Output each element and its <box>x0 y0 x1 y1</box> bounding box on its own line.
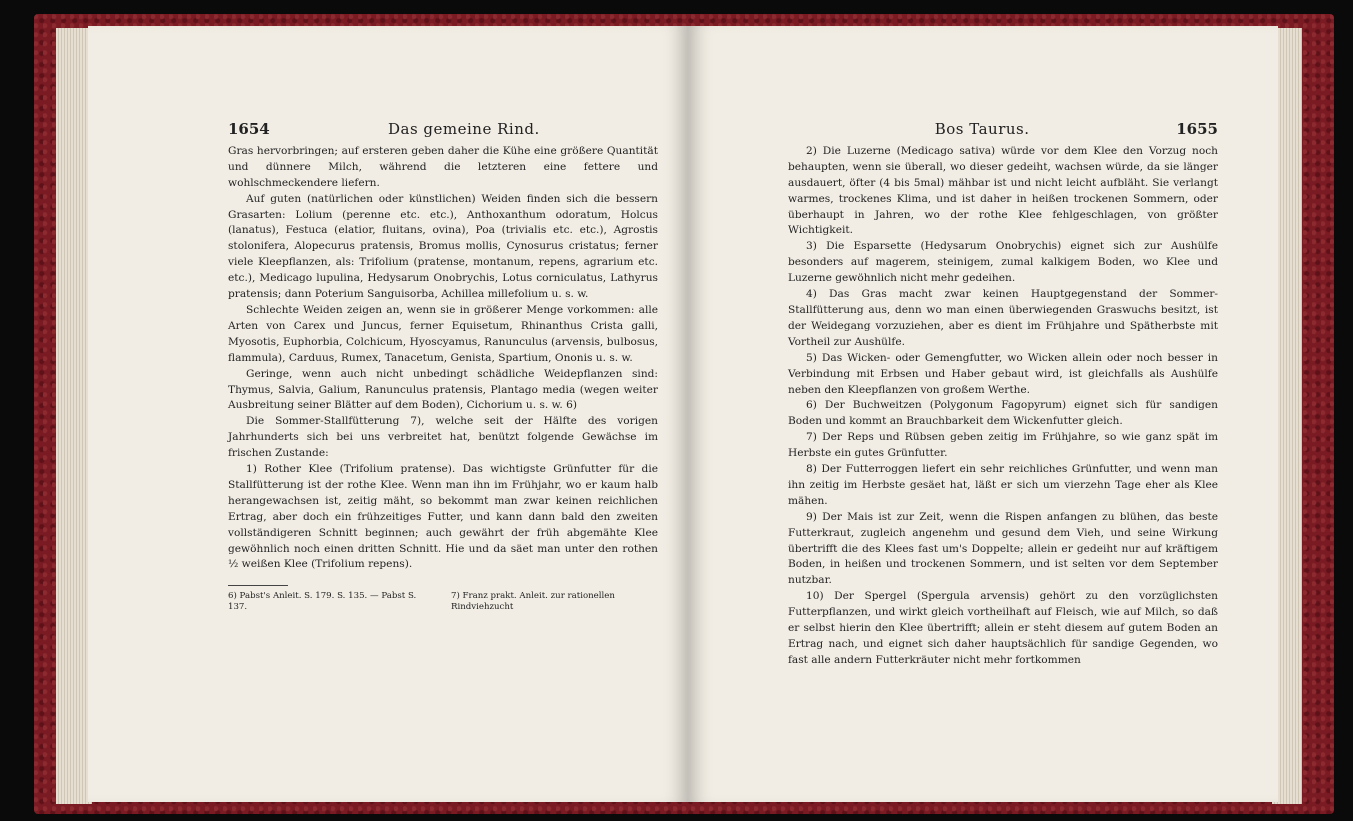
footnote: 7) Franz prakt. Anleit. zur rationellen Rindviehzucht <box>451 591 615 613</box>
left-page-edges <box>56 28 92 804</box>
paragraph: 1) Rother Klee (Trifolium pratense). Das wichtigste Grünfutter für die Stallfütterung ist der rothe Klee. Wenn man ihn im Frühjahr, wo er kaum halb herangewachsen ist, zeitig mäht, so bekommt man zwar keinen reichlichen Ertrag, aber doch ein frühzeitiges Futter, und kann dann bald den zweiten vollständigeren Schnitt beginnen; auch gewährt der früh abgemähte Klee gewöhnlich noch einen dritten Schnitt. Hie und da säet man unter den rothen ½ weißen Klee (Trifolium repens). <box>228 463 658 571</box>
paragraph: Schlechte Weiden zeigen an, wenn sie in größerer Menge vorkommen: alle Arten von Carex und Juncus, ferner Equisetum, Rhinanthus Crista galli, Myosotis, Euphorbia, Colchicum, Hyoscyamus, Ranunculus (arvensis, bulbosus, flammula), Carduus, Rumex, Tanacetum, Genista, Spartium, Ononis u. s. w. <box>228 303 658 364</box>
footnote: 6) Pabst's Anleit. S. 179. S. 135. — Pabst S. 137. <box>228 591 417 613</box>
paragraph: 9) Der Mais ist zur Zeit, wenn die Rispen anfangen zu blühen, das beste Futterkraut, zugleich angenehm und gesund dem Vieh, und seine Wirkung übertrifft die des Klees fast um's Doppelte; allein er gedeiht nur auf kräftigem Boden, in heißen und trockenen Sommern, und ist selten vor dem September nutzbar. <box>788 510 1218 587</box>
running-title: Bos Taurus. <box>934 120 1030 138</box>
left-page-header <box>228 122 658 138</box>
footnote-rule <box>228 585 288 586</box>
right-page-content <box>788 122 1218 669</box>
paragraph: 7) Der Reps und Rübsen geben zeitig im Frühjahre, so wie ganz spät im Herbste ein gutes Grünfutter. <box>788 431 1218 460</box>
paragraph: 6) Der Buchweitzen (Polygonum Fagopyrum) eignet sich für sandigen Boden und kommt an Brauchbarkeit dem Wickenfutter gleich. <box>788 399 1218 428</box>
page-number: 1655 <box>1176 120 1218 138</box>
paragraph: Geringe, wenn auch nicht unbedingt schädliche Weidepflanzen sind: Thymus, Salvia, Galium, Ranunculus pratensis, Plantago media (wegen weiter Ausbreitung seiner Blätter auf dem Boden), Cichorium u. s. w. 6) <box>228 367 658 412</box>
page-number: 1654 <box>228 120 270 138</box>
right-page-header <box>788 122 1218 138</box>
running-title: Das gemeine Rind. <box>388 120 540 138</box>
paragraph: 2) Die Luzerne (Medicago sativa) würde vor dem Klee den Vorzug noch behaupten, wenn sie überall, wo dieser gedeiht, wachsen würde, da sie länger ausdauert, öfter (4 bis 5mal) mähbar ist und nicht leicht aufbläht. Sie verlangt warmes, trockenes Klima, und ist daher in heißen trockenen Sommern, oder überhaupt in Jahren, wo der rothe Klee fehlgeschlagen, von größter Wichtigkeit. <box>788 144 1218 237</box>
paragraph: 4) Das Gras macht zwar keinen Hauptgegenstand der Sommer-Stallfütterung aus, denn wo man einen überwiegenden Graswuchs besitzt, ist der Weidegang vorzuziehen, aber es dient im Frühjahre und Spätherbste mit Vortheil zur Aushülfe. <box>788 288 1218 348</box>
paragraph: Auf guten (natürlichen oder künstlichen) Weiden finden sich die bessern Grasarten: Lolium (perenne etc. etc.), Anthoxanthum odoratum, Holcus (lanatus), Festuca (elatior, fluitans, ovina), Poa (trivialis etc. etc.), Agrostis stolonifera, Alopecurus pratensis, Bromus mollis, Cynosurus cristatus; ferner viele Kleepflanzen, als: Trifolium (pratense, montanum, repens, agrarium etc. etc.), Medicago lupulina, Hedysarum Onobrychis, Lotus corniculatus, Lathyrus pratensis; dann Poterium Sanguisorba, Achillea millefolium u. s. w. <box>228 192 658 301</box>
paragraph: 8) Der Futterroggen liefert ein sehr reichliches Grünfutter, und wenn man ihn zeitig im Herbste gesäet hat, läßt er sich um vierzehn Tage eher als Klee mähen. <box>788 463 1218 507</box>
footnotes <box>228 591 658 613</box>
right-page <box>688 26 1278 802</box>
paragraph: 10) Der Spergel (Spergula arvensis) gehört zu den vorzüglichsten Futterpflanzen, und wirkt gleich vortheilhaft auf Fleisch, wie auf Milch, so daß er selbst hierin den Klee übertrifft; allein er steht diesem auf gutem Boden an Ertrag nach, und eignet sich daher hauptsächlich für sandige Gegenden, wo fast alle andern Futterkräuter nicht mehr fortkommen <box>788 590 1218 666</box>
paragraph: Die Sommer-Stallfütterung 7), welche seit der Hälfte des vorigen Jahrhunderts sich bei uns verbreitet hat, benützt folgende Gewächse im frischen Zustande: <box>228 415 658 460</box>
left-page <box>88 26 688 802</box>
left-page-content <box>228 122 658 613</box>
paragraph: 5) Das Wicken- oder Gemengfutter, wo Wicken allein oder noch besser in Verbindung mit Erbsen und Haber gebaut wird, ist gleichfalls als Aushülfe neben den Kleepflanzen von großem Werthe. <box>788 351 1218 396</box>
paragraph: Gras hervorbringen; auf ersteren geben daher die Kühe eine größere Quantität und dünnere Milch, während die letzteren eine fettere und wohlschmeckendere liefern. <box>228 144 658 189</box>
paragraph: 3) Die Esparsette (Hedysarum Onobrychis) eignet sich zur Aushülfe besonders auf magerem, steinigem, zumal kalkigem Boden, wo Klee und Luzerne gewöhnlich nicht mehr gedeihen. <box>788 240 1218 285</box>
